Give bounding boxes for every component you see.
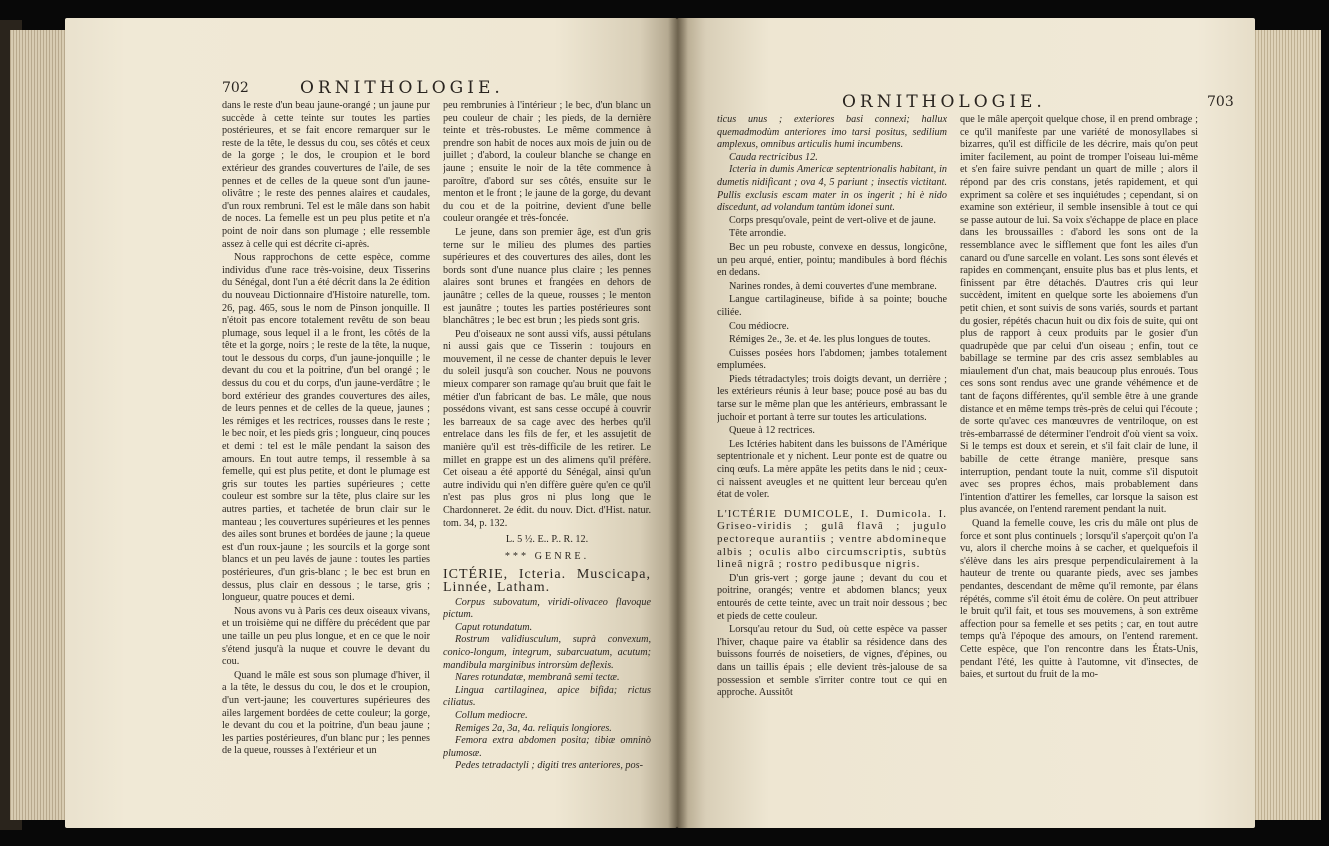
species-title-icterie-dumicole: L'ICTÉRIE DUMICOLE, I. Dumicola. I. Griseo-viridis ; gulâ flavâ ; jugulo pectoreque aurantiis ; ventre abdomineque albis ; oculis albo circumscriptis, subtùs lineâ nigrâ ; rostro pedibusque nigris. [717,507,947,571]
latin-description: Icteria in dumis Americæ septentrionalis habitant, in dumetis nidificant ; ova 4, 5 pariunt ; insectis victitant. Pullis exclusis escam mater in os ingerit ; hi è nido discedunt, ad volandum tantùm idonei sunt. [717,164,947,214]
french-description: Langue cartilagineuse, bifide à sa pointe; bouche ciliée. [717,294,947,318]
paragraph: Lorsqu'au retour du Sud, où cette espèce va passer l'hiver, chaque paire va établir sa résidence dans des buissons fourrés de noisetiers, de vignes, d'épines, ou dans un taillis épais ; elle devient très-jalouse de sa possession et semble s'irriter contre tout ce qui en approche. Aussitôt [717,624,947,699]
left-page-column-2 [443,100,651,828]
french-description: Corps presqu'ovale, peint de vert-olive et de jaune. [729,214,936,226]
french-description: Narines rondes, à demi couvertes d'une membrane. [729,280,937,292]
latin-description: Caput rotundatum. [455,621,533,633]
latin-description: Collum mediocre. [455,709,528,721]
left-page-column-1 [222,100,430,828]
french-description: Cuisses posées hors l'abdomen; jambes totalement emplumées. [717,347,947,372]
page-number-right: 703 [1207,94,1234,110]
section-title-icterie: ICTÉRIE, Icteria. Muscicapa, Linnée, Latham. [443,567,651,595]
right-page-edges [1249,30,1321,820]
paragraph: dans le reste d'un beau jaune-orangé ; un jaune pur succède à cette teinte sur toutes les parties postérieures, et se fait encore remarquer sur le reste de la tête, le dessus du cou, ses côtés et ceux de la gorge ; le dos, le croupion et le bord extérieur des grandes couvertures de l'aile, de ses pennes et de celles de la queue sont d'un jaune-olivâtre ; le reste des pennes alaires et caudales, d'un roux rembruni. Tel est le mâle dans son habit de noces. La femelle est un peu plus petite et n'a point de noir dans son plumage ; elle ressemble assez à celle qui est décrite ci-après. [222,100,430,250]
latin-description: Pedes tetradactyli ; digiti tres anteriores, pos- [455,760,643,772]
left-page-edges [10,30,70,820]
french-description: Rémiges 2e., 3e. et 4e. les plus longues de toutes. [729,334,931,346]
right-page-column-2 [960,114,1198,828]
running-header-left: ORNITHOLOGIE. [300,78,504,98]
paragraph: Quand la femelle couve, les cris du mâle ont plus de force et sont plus continuels ; lorsqu'il s'aperçoit qu'on l'a vu, alors il cherche moins à se cacher, et quelquefois il s'élève dans les airs presque perpendiculairement à la hauteur de trente ou quarante pieds, avec ses jambes pendantes, descendant de même qu'il remonte, par élans répétés, comme s'il étoit ému de colère. On peut attribuer le bruit qu'il fait, et tous ses mouvemens, à son extrême affection pour sa femelle et ses petits ; car, en tout autre temps qu'à l'époque des amours, on l'entend rarement. Cette espèce, que l'on rencontre dans les États-Unis, pendant l'été, les quitte à l'automne, vit d'insectes, de baies, et surtout du fruit de la mo- [960,518,1198,681]
right-page [677,18,1255,828]
latin-description: Nares rotundatæ, membranâ semi tectæ. [455,672,620,684]
french-description: Les Ictéries habitent dans les buissons de l'Amérique septentrionale et y nichent. Leur ponte est de quatre ou cinq œufs. La mère appâte les petits dans le nid ; ceux-ci naissent aveugles et ne quittent leur berceau qu'en état de voler. [717,438,947,501]
french-description: Bec un peu robuste, convexe en dessus, longicône, un peu arqué, entier, pointu; mandibules à bord fléchis en dedans. [717,241,947,279]
latin-description: ticus unus ; exteriores basi connexi; hallux quemadmodùm anteriores imo tarsi positus, sedilium amplexus, omnibus articulis humi incumbens. [717,114,947,151]
paragraph: que le mâle aperçoit quelque chose, il en prend ombrage ; ce qu'il manifeste par une variété de monosyllabes si bizarres, qu'il est difficile de les décrire, mais qu'on peut imiter facilement, au point de tromper l'oiseau lui-même et s'en faire suivre pendant un quart de mille ; alors il répond par des cris constans, jetés rapidement, et qui expriment sa colère et ses inquiétudes ; cependant, si on examine son extérieur, il semble insensible à tout ce qui se passe autour de lui. Sa voix s'échappe de place en place dans les broussailles : d'abord les sons ont de la ressemblance avec le sifflement que font les ailes d'un canard ou d'une sarcelle en volant. Les sons sont élevés et rapides en commençant, ensuite plus bas et plus lents, et finissent par être détachés. D'autres cris qui leur succèdent, imitent en quelque sorte les aboiemens d'un petit chien, et sont suivis de sons variés, sourds et partant du gosier, répétés chacun huit ou dix fois de suite, qui ont plus de rapport à ceux produits par le gosier d'un quadrupède que par celui d'un oiseau ; enfin, tout ce babillage se termine par des cris assez semblables au miaulement d'un chat, mais beaucoup plus enroués. Tous ces sons sont rendus avec une grande véhémence et de tant de façons différentes, qu'il semble être à une grande distance et en même temps très-près de celui qui l'écoute ; de sorte qu'avec ces manœuvres de ventriloque, on est très-embarrassé de déterminer l'endroit d'où vient sa voix. Si le temps est doux et serein, et s'il fait clair de lune, il babille de cette étrange manière, presque sans interruption, pendant toute la nuit, comme s'il disputoit avec ses propres échos, mais probablement dans l'intention d'attirer les femelles, car lorsque la saison est plus avancée, on l'entend rarement pendant la nuit. [960,114,1198,516]
french-description: Pieds tétradactyles; trois doigts devant, un derrière ; les extérieurs réunis à leur base; pouce posé au bas du tarse sur le même plan que les antérieurs, embrassant le juchoir et portant à terre sur toutes les articulations. [717,373,947,423]
french-description: Tête arrondie. [729,228,787,240]
left-page [65,18,677,828]
page-number-left: 702 [222,80,249,96]
latin-description: Cauda rectricibus 12. [729,151,818,163]
latin-description: Lingua cartilaginea, apice bifida; rictus ciliatus. [443,684,651,709]
paragraph: peu rembrunies à l'intérieur ; le bec, d'un blanc un peu couleur de chair ; les pieds, de la dernière teinte et très-robustes. Le même commence à prendre son habit de noces aux mois de juin ou de juillet ; d'abord, la couleur blanche se change en jaune ; ensuite le noir de la tête commence à paroître, d'abord sur ses côtés, ensuite sur le menton et le front ; le jaune de la gorge, du devant du cou et de la poitrine, devient d'une belle couleur orangée et très-foncée. [443,100,651,225]
french-description: Queue à 12 rectrices. [729,425,815,437]
latin-description: Femora extra abdomen posita; tibiæ omninò plumosæ. [443,735,651,759]
paragraph: D'un gris-vert ; gorge jaune ; devant du cou et poitrine, orangés; ventre et abdomen blancs; yeux entourés de cette teinte, avec un trait noir dessous ; bec et pieds de cette couleur. [717,572,947,622]
book-gutter [668,18,688,828]
right-page-column-1 [717,114,947,828]
latin-description: Rostrum validiusculum, suprà convexum, conico-longum, integrum, subarcuatum, acutum; mandibula marginibus introrsùm deflexis. [443,634,651,671]
formula-line: L. 5 ½. E.. P.. R. 12. [505,534,589,546]
paragraph: Peu d'oiseaux ne sont aussi vifs, aussi pétulans ni aussi gais que ce Tisserin : toujours en mouvement, il ne cesse de chanter depuis le lever du soleil jusqu'à son coucher. Nous ne pouvons mieux comparer son ramage qu'au bruit que fait le métier d'un fabricant de bas. Le mâle, que nous possédons vivant, est sans cesse occupé à couvrir les barreaux de sa cage avec des herbes qu'il entrelace dans les fils de fer, et les assujetit de manière qu'il est très-difficile de les retirer. Le millet en grappe est un des alimens qu'il préfère. Cet oiseau a été apporté du Sénégal, ainsi qu'un autre individu qui n'en diffère guère qu'en ce qu'il n'est pas plus gros ni plus long que le Chardonneret. 2e édit. du nouv. Dict. d'Hist. natur. tom. 34, p. 132. [443,328,651,529]
french-description: Cou médiocre. [729,320,789,332]
genre-heading: *** GENRE. [504,550,590,562]
running-header-right: ORNITHOLOGIE. [842,92,1046,112]
paragraph: Le jeune, dans son premier âge, est d'un gris terne sur le milieu des plumes des parties supérieures et des couvertures des ailes, dont les bords sont d'une nuance plus claire ; les pennes alaires sont brunes et frangées en dehors de jaunâtre ; celles de la queue, rousses ; le menton est jaunâtre ; toutes les parties postérieures sont blanchâtres ; le bec est brun ; les pieds sont gris. [443,226,651,327]
paragraph: Nous avons vu à Paris ces deux oiseaux vivans, et un troisième qui ne diffère du précédent que par une taille un peu plus longue, et en ce que le noir s'étend jusqu'à la nuque et couvre le devant du cou. [222,605,430,668]
paragraph: Nous rapprochons de cette espèce, comme individus d'une race très-voisine, deux Tisserins du Sénégal, dont l'un a été décrit dans la 2e édition du nouveau Dictionnaire d'Histoire naturelle, tom. 26, pag. 465, sous le nom de Pinson jonquille. Il n'étoit pas encore totalement revêtu de son beau plumage, sous lequel il a le front, les côtés de la tête et la gorge, noirs ; le reste de la tête, la nuque, tout le dessous du corps, d'un jaune-jonquille ; le devant du cou et la poitrine, d'un bel orangé ; le dessus du cou et du corps, d'un jaune-verdâtre ; le bord extérieur des grandes couvertures des ailes, de leurs pennes et de celles de la queue, jaunes ; les rémiges et les rectrices, rousses dans le reste ; le bec noir, et les pieds gris ; longueur, cinq pouces et demi : tel est le mâle pendant la saison des amours. En tout autre temps, il ressemble à sa femelle, qui est plus petite, et dont le plumage est gris sur toutes les parties supérieures ; cette couleur est sombre sur la tête, plus claire sur les autres parties, et tachetée de brun clair sur le manteau ; les couvertures supérieures et les pennes des ailes sont brunes et bordées de jaune ; la queue est d'un roux-jaune ; les sourcils et la gorge sont blancs et un peu lavés de jaune : toutes les parties postérieures, d'un gris-blanc ; le bec est brun en dessus, plus clair en dessous ; le tarse, gris ; longueur, quatre pouces et demi. [222,252,430,604]
paragraph: Quand le mâle est sous son plumage d'hiver, il a la tête, le dessus du cou, le dos et le croupion, d'un vert-jaune; les couvertures supérieures des ailes largement bordées de cette couleur; la gorge, le devant du cou et la poitrine, d'un beau jaune ; les parties postérieures, d'un blanc pur ; les pennes de la queue, rousses à l'extérieur et un [222,669,430,757]
latin-description: Remiges 2a, 3a, 4a. reliquis longiores. [455,722,612,734]
latin-description: Corpus subovatum, viridi-olivaceo flavoque pictum. [443,596,651,621]
